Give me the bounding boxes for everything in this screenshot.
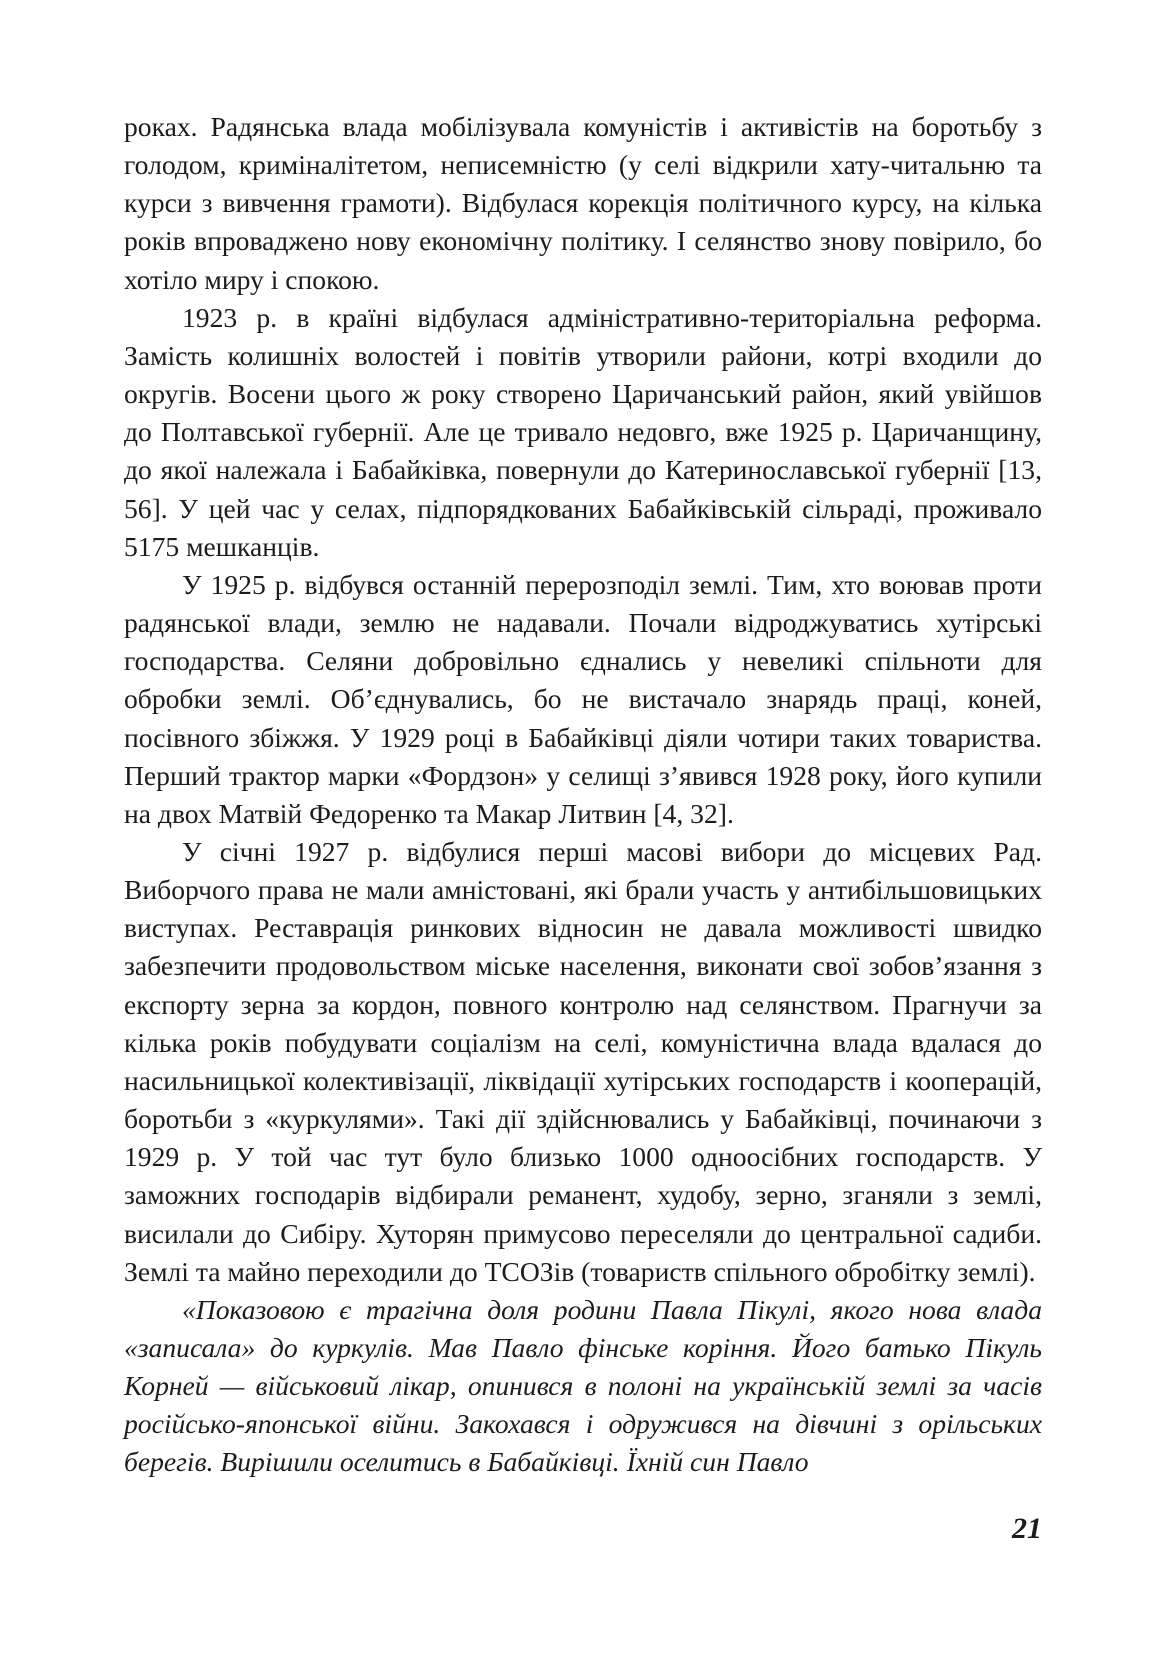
- page-number: 21: [1012, 1512, 1042, 1545]
- body-text: [124, 108, 1042, 1482]
- paragraph-2: 1923 р. в країні відбулася адміністративно-територіальна реформа. Замість колишніх волостей і повітів утворили райони, котрі входили до округів. Восени цього ж року створено Царичанський район, який увійшов до Полтавської губернії. Але це тривало недовго, вже 1925 р. Царичанщину, до якої належала і Бабайківка, повернули до Катеринославської губернії [13, 56]. У цей час у селах, підпорядкованих Бабайківській сільраді, проживало 5175 мешканців.: [124, 301, 1042, 562]
- paragraph-1: роках. Радянська влада мобілізувала комуністів і активістів на боротьбу з голодом, криміналітетом, неписемністю (у селі відкрили хату-читальню та курси з вивчення грамоти). Відбулася корекція політичного курсу, на кілька років впроваджено нову економічну політику. І селянство знову повірило, бо хотіло миру і спокою.: [124, 111, 1042, 295]
- paragraph-4: У січні 1927 р. відбулися перші масові вибори до місцевих Рад. Виборчого права не мали амністовані, які брали участь у антибільшовицьких виступах. Реставрація ринкових відносин не давала можливості швидко забезпечити продовольством міське населення, виконати свої зобов’язання з експорту зерна за кордон, повного контролю над селянством. Прагнучи за кілька років побудувати соціалізм на селі, комуністична влада вдалася до насильницької колективізації, ліквідації хутірських господарств і кооперацій, боротьби з «куркулями». Такі дії здійснювались у Бабайківці, починаючи з 1929 р. У той час тут було близько 1000 одноосібних господарств. У заможних господарів відбирали реманент, худобу, зерно, зганяли з землі, висилали до Сибіру. Хуторян примусово переселяли до центральної садиби. Землі та майно переходили до ТСОЗів (товариств спільного обробітку землі).: [124, 835, 1042, 1287]
- paragraph-3: У 1925 р. відбувся останній перерозподіл землі. Тим, хто воював проти радянської влади, землю не надавали. Почали відроджуватись хутірські господарства. Селяни добровільно єднались у невеликі спільноти для обробки землі. Об’єднувались, бо не вистачало знарядь праці, коней, посівного збіжжя. У 1929 році в Бабайківці діяли чотири таких товариства. Перший трактор марки «Фордзон» у селищі з’явився 1928 року, його купили на двох Матвій Федоренко та Макар Литвин [4, 32].: [124, 568, 1042, 829]
- paragraph-5-quote: «Показовою є трагічна доля родини Павла Пікулі, якого нова влада «записала» до куркулів. Мав Павло фінське коріння. Його батько Пікуль Корней — військовий лікар, опинився в полоні на українській землі за часів російсько-японської війни. Закохався і одружився на дівчині з орільських берегів. Вирішили оселитись в Бабайківці. Їхній син Павло: [124, 1293, 1042, 1478]
